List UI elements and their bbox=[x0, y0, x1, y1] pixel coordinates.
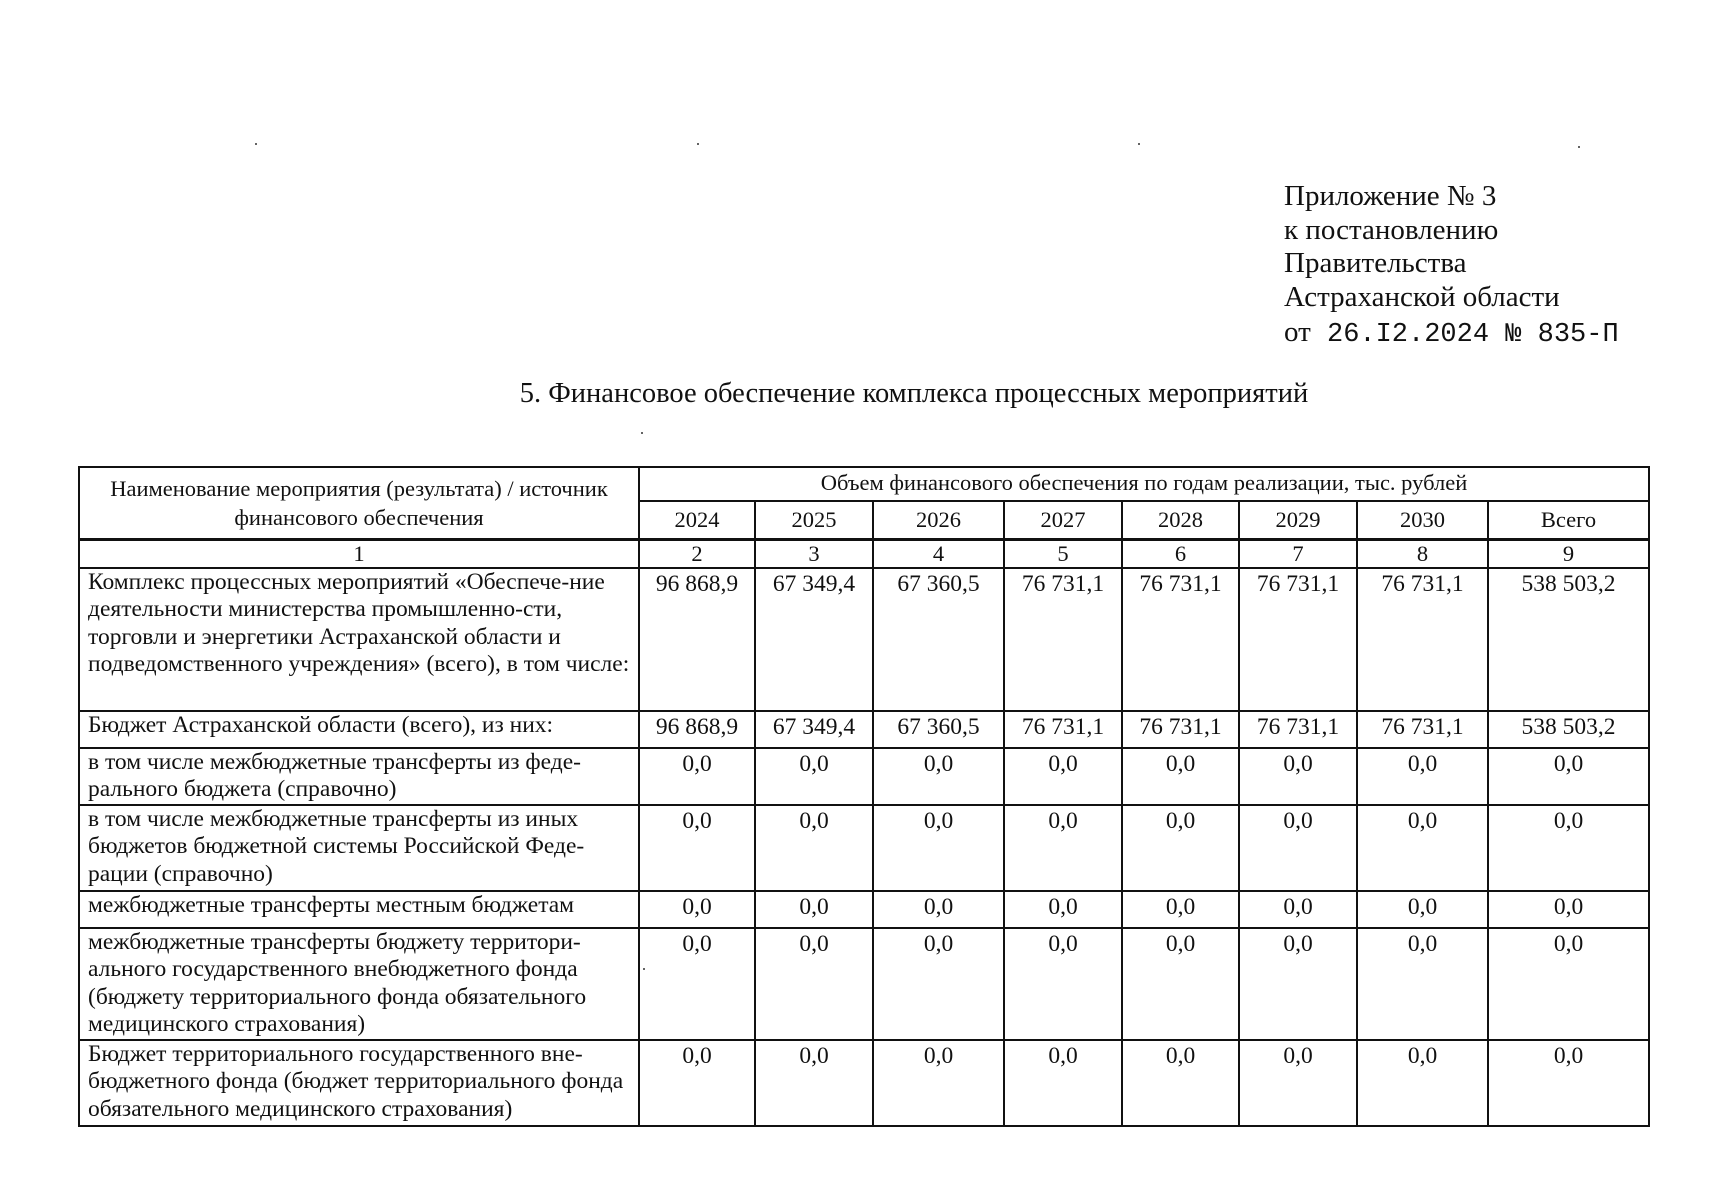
row-year-value: 0,0 bbox=[639, 805, 755, 891]
header-year: 2027 bbox=[1004, 501, 1122, 539]
row-year-value: 0,0 bbox=[639, 748, 755, 805]
row-year-value: 0,0 bbox=[873, 891, 1004, 928]
section-title: 5. Финансовое обеспечение комплекса процессных мероприятий bbox=[519, 378, 1309, 409]
row-year-value: 76 731,1 bbox=[1239, 568, 1357, 711]
column-number: 7 bbox=[1239, 539, 1357, 568]
header-year: 2025 bbox=[755, 501, 873, 539]
row-year-value: 0,0 bbox=[1357, 805, 1488, 891]
row-year-value: 0,0 bbox=[873, 805, 1004, 891]
row-year-value: 0,0 bbox=[755, 928, 873, 1040]
table-row bbox=[79, 748, 1649, 805]
row-year-value: 0,0 bbox=[1239, 748, 1357, 805]
header-year: 2029 bbox=[1239, 501, 1357, 539]
row-year-value: 0,0 bbox=[639, 928, 755, 1040]
appendix-line: Правительства bbox=[1284, 247, 1467, 279]
row-name: в том числе межбюджетные трансферты из феде-рального бюджета (справочно) bbox=[79, 748, 639, 805]
table-row bbox=[79, 805, 1649, 891]
table-row bbox=[79, 1040, 1649, 1126]
row-year-value: 76 731,1 bbox=[1357, 711, 1488, 748]
date-prefix: от bbox=[1284, 316, 1311, 348]
row-year-value: 0,0 bbox=[1122, 1040, 1239, 1126]
row-year-value: 67 349,4 bbox=[755, 711, 873, 748]
row-year-value: 0,0 bbox=[755, 1040, 873, 1126]
row-year-value: 0,0 bbox=[1357, 891, 1488, 928]
row-year-value: 67 360,5 bbox=[873, 568, 1004, 711]
row-total-value: 538 503,2 bbox=[1488, 568, 1649, 711]
scan-dot bbox=[641, 432, 643, 434]
appendix-block bbox=[1284, 180, 1619, 353]
header-year: 2026 bbox=[873, 501, 1004, 539]
row-year-value: 0,0 bbox=[1122, 891, 1239, 928]
row-name: межбюджетные трансферты местным бюджетам bbox=[79, 891, 639, 928]
row-year-value: 0,0 bbox=[873, 928, 1004, 1040]
scan-dot bbox=[255, 143, 257, 145]
row-name: межбюджетные трансферты бюджету территори-ального государственного внебюджетного фонда (бюджету территориального фонда обязательного медицинского страхования) bbox=[79, 928, 639, 1040]
row-year-value: 0,0 bbox=[1239, 891, 1357, 928]
appendix-line: Астраханской области bbox=[1284, 280, 1560, 313]
appendix-line: к постановлению bbox=[1284, 213, 1499, 246]
header-year: 2028 bbox=[1122, 501, 1239, 539]
row-year-value: 76 731,1 bbox=[1004, 568, 1122, 711]
scan-dot bbox=[1138, 143, 1140, 145]
row-year-value: 0,0 bbox=[1357, 1040, 1488, 1126]
row-year-value: 76 731,1 bbox=[1004, 711, 1122, 748]
table-row bbox=[79, 891, 1649, 928]
header-name-column: Наименование мероприятия (результата) / источник финансового обеспечения bbox=[79, 467, 639, 539]
row-year-value: 0,0 bbox=[639, 1040, 755, 1126]
row-year-value: 0,0 bbox=[873, 748, 1004, 805]
row-total-value: 0,0 bbox=[1488, 1040, 1649, 1126]
row-year-value: 0,0 bbox=[755, 891, 873, 928]
column-number: 1 bbox=[79, 539, 639, 568]
row-year-value: 76 731,1 bbox=[1357, 568, 1488, 711]
row-year-value: 0,0 bbox=[639, 891, 755, 928]
row-year-value: 0,0 bbox=[755, 805, 873, 891]
row-total-value: 538 503,2 bbox=[1488, 711, 1649, 748]
row-year-value: 0,0 bbox=[1122, 748, 1239, 805]
row-year-value: 0,0 bbox=[873, 1040, 1004, 1126]
financing-table bbox=[78, 466, 1650, 1127]
row-year-value: 0,0 bbox=[1122, 805, 1239, 891]
appendix-date-line bbox=[1284, 316, 1619, 353]
table-row bbox=[79, 568, 1649, 711]
row-total-value: 0,0 bbox=[1488, 891, 1649, 928]
row-year-value: 0,0 bbox=[1004, 748, 1122, 805]
column-number: 9 bbox=[1488, 539, 1649, 568]
row-year-value: 0,0 bbox=[1357, 748, 1488, 805]
column-number: 6 bbox=[1122, 539, 1239, 568]
row-year-value: 0,0 bbox=[1004, 1040, 1122, 1126]
row-year-value: 67 349,4 bbox=[755, 568, 873, 711]
row-total-value: 0,0 bbox=[1488, 748, 1649, 805]
column-number: 2 bbox=[639, 539, 755, 568]
table-row bbox=[79, 928, 1649, 1040]
row-year-value: 96 868,9 bbox=[639, 711, 755, 748]
row-name: в том числе межбюджетные трансферты из иных бюджетов бюджетной системы Российской Феде-рации (справочно) bbox=[79, 805, 639, 891]
row-year-value: 0,0 bbox=[1122, 928, 1239, 1040]
column-number: 4 bbox=[873, 539, 1004, 568]
row-year-value: 0,0 bbox=[755, 748, 873, 805]
row-year-value: 0,0 bbox=[1239, 1040, 1357, 1126]
row-year-value: 0,0 bbox=[1239, 805, 1357, 891]
header-year: 2030 bbox=[1357, 501, 1488, 539]
scan-dot bbox=[1578, 146, 1580, 148]
row-name: Комплекс процессных мероприятий «Обеспече-ние деятельности министерства промышленно-сти, торговли и энергетики Астраханской области и подведомственного учреждения» (всего), в том числе: bbox=[79, 568, 639, 711]
row-name: Бюджет Астраханской области (всего), из них: bbox=[79, 711, 639, 748]
row-name: Бюджет территориального государственного вне-бюджетного фонда (бюджет территориального фонда обязательного медицинского страхования) bbox=[79, 1040, 639, 1126]
row-year-value: 76 731,1 bbox=[1239, 711, 1357, 748]
row-year-value: 96 868,9 bbox=[639, 568, 755, 711]
header-funding-volume: Объем финансового обеспечения по годам реализации, тыс. рублей bbox=[639, 467, 1649, 501]
scan-dot bbox=[697, 143, 699, 145]
resolution-date-number: 26.I2.2024 № 835-П bbox=[1327, 320, 1619, 350]
column-number: 3 bbox=[755, 539, 873, 568]
row-year-value: 76 731,1 bbox=[1122, 711, 1239, 748]
header-year: 2024 bbox=[639, 501, 755, 539]
row-year-value: 0,0 bbox=[1004, 928, 1122, 1040]
header-total: Всего bbox=[1488, 501, 1649, 539]
row-year-value: 0,0 bbox=[1239, 928, 1357, 1040]
row-year-value: 67 360,5 bbox=[873, 711, 1004, 748]
row-year-value: 76 731,1 bbox=[1122, 568, 1239, 711]
column-number: 5 bbox=[1004, 539, 1122, 568]
row-year-value: 0,0 bbox=[1004, 891, 1122, 928]
row-total-value: 0,0 bbox=[1488, 928, 1649, 1040]
row-total-value: 0,0 bbox=[1488, 805, 1649, 891]
column-number: 8 bbox=[1357, 539, 1488, 568]
table-row bbox=[79, 711, 1649, 748]
row-year-value: 0,0 bbox=[1357, 928, 1488, 1040]
appendix-line: Приложение № 3 bbox=[1284, 180, 1497, 212]
row-year-value: 0,0 bbox=[1004, 805, 1122, 891]
